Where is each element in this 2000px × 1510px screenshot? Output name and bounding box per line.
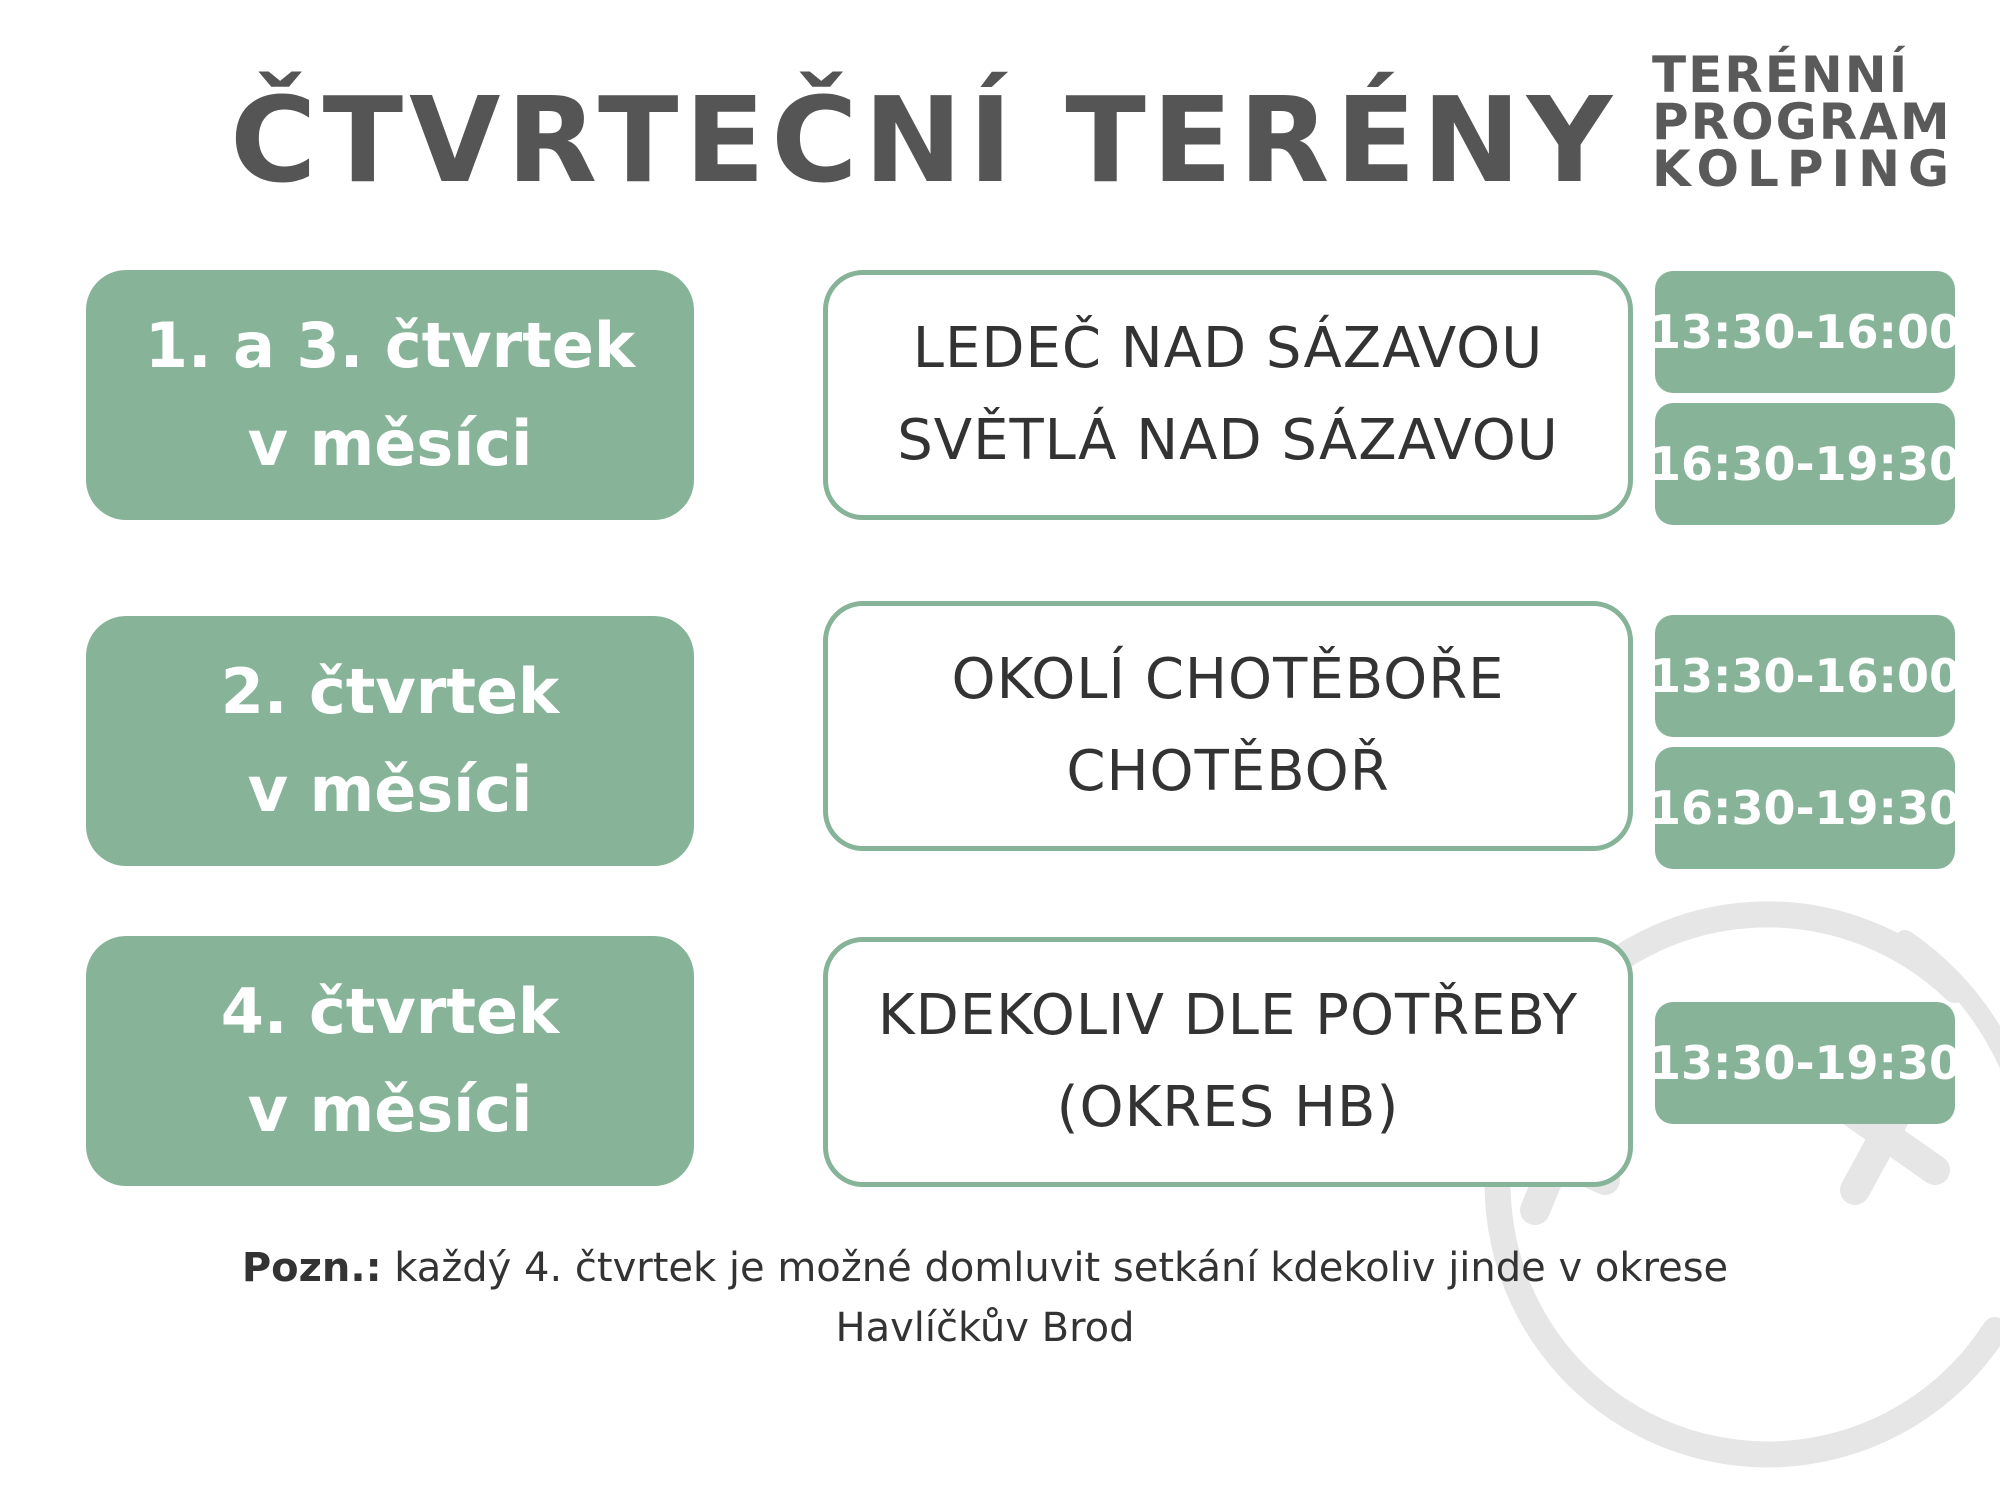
time-badge: 13:30-16:00 <box>1655 615 1955 737</box>
day-box-3 <box>86 936 694 1186</box>
time-badge: 16:30-19:30 <box>1655 403 1955 525</box>
time-badge: 13:30-19:30 <box>1655 1002 1955 1124</box>
time-badge: 13:30-16:00 <box>1655 271 1955 393</box>
logo-line: PROGRAM <box>1652 93 1952 151</box>
day-label: 4. čtvrtek <box>220 975 560 1048</box>
note-text: Havlíčkův Brod <box>835 1305 1135 1351</box>
day-label: v měsíci <box>247 407 533 480</box>
day-label: v měsíci <box>247 753 533 826</box>
place-label: LEDEČ NAD SÁZAVOU <box>912 316 1544 381</box>
page-title: ČTVRTEČNÍ TERÉNY <box>230 71 1619 209</box>
day-label: 1. a 3. čtvrtek <box>144 309 636 382</box>
place-box-2 <box>823 601 1633 851</box>
day-label: 2. čtvrtek <box>220 655 560 728</box>
time-badge: 16:30-19:30 <box>1655 747 1955 869</box>
place-label: KDEKOLIV DLE POTŘEBY <box>877 983 1579 1048</box>
place-box-1 <box>823 270 1633 520</box>
logo-line: TERÉNNÍ <box>1652 46 1910 104</box>
place-label: (OKRES HB) <box>1056 1075 1400 1140</box>
place-label: SVĚTLÁ NAD SÁZAVOU <box>897 408 1559 473</box>
place-label: OKOLÍ CHOTĚBOŘE <box>951 647 1505 712</box>
logo-line: KOLPING <box>1652 140 1957 198</box>
footnote <box>150 1238 1820 1358</box>
note-label: Pozn.: <box>241 1245 382 1291</box>
day-box-2 <box>86 616 694 866</box>
kolping-logo <box>1652 46 1957 198</box>
place-box-3 <box>823 937 1633 1187</box>
day-label: v měsíci <box>247 1073 533 1146</box>
day-box-1 <box>86 270 694 520</box>
place-label: CHOTĚBOŘ <box>1066 739 1390 804</box>
note-text: každý 4. čtvrtek je možné domluvit setkání kdekoliv jinde v okrese <box>381 1245 1729 1291</box>
